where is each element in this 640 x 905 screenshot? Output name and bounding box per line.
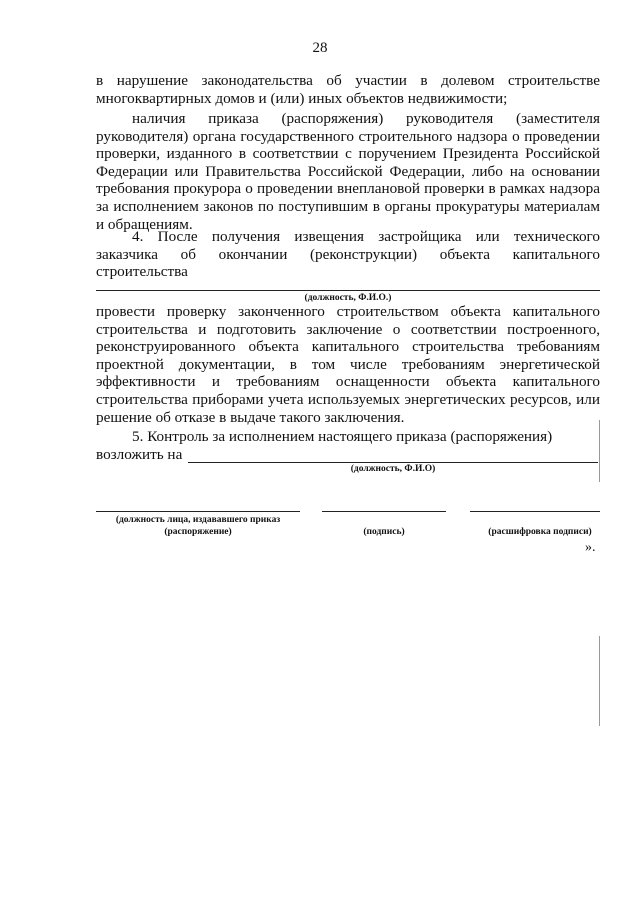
caption-issuer-line1: (должность лица, издававшего приказ — [115, 515, 281, 525]
margin-mark-lower — [599, 636, 600, 726]
paragraph-order-presence: наличия приказа (распоряжения) руководителя (заместителя руководителя) органа государственного строительного надзора о проведении проверки, изданного в соответствии с поручением Президента Российской Федерации или Правительства Российской Федерации, либо на основании требования прокурора о проведении внеплановой проверки в рамках надзора за исполнением законов по поступившим в органы прокуратуры материалам и обращениям. — [96, 110, 600, 233]
paragraph-inspection: провести проверку законченного строительством объекта капитального строительства и подготовить заключение о соответствии построенного, реконструированного объекта капитального строительства требованиям проектной документации, в том числе требованиям энергетической эффективности и требованиям оснащенности объекта капитального строительства приборами учета используемых энергетических ресурсов, или решение об отказе в выдаче такого заключения. — [96, 303, 600, 426]
signature-line-signature — [322, 511, 446, 512]
signature-line-decoding — [470, 511, 600, 512]
caption-position-name: (должность, Ф.И.О.) — [304, 293, 392, 303]
caption-issuer-line2: (распоряжение) — [164, 527, 232, 537]
fill-line-position-name — [96, 290, 600, 291]
paragraph-item-5: 5. Контроль за исполнением настоящего приказа (распоряжения) — [132, 428, 553, 445]
caption-issuer — [96, 514, 300, 538]
closing-quote: ». — [585, 540, 596, 555]
page-number: 28 — [312, 40, 328, 56]
paragraph-violation: в нарушение законодательства об участии в долевом строительстве многоквартирных домов и (или) иных объектов недвижимости; — [96, 72, 600, 107]
paragraph-item-4: 4. После получения извещения застройщика или технического заказчика об окончании (реконструкции) объекта капитального строительства — [96, 228, 600, 281]
caption-signature-decoding: (расшифровка подписи) — [488, 527, 592, 537]
caption-assignee-position-name: (должность, Ф.И.О) — [350, 464, 436, 474]
assign-label: возложить на — [96, 446, 183, 463]
margin-mark — [599, 420, 600, 482]
signature-line-issuer — [96, 511, 300, 512]
caption-signature: (подпись) — [363, 527, 405, 537]
